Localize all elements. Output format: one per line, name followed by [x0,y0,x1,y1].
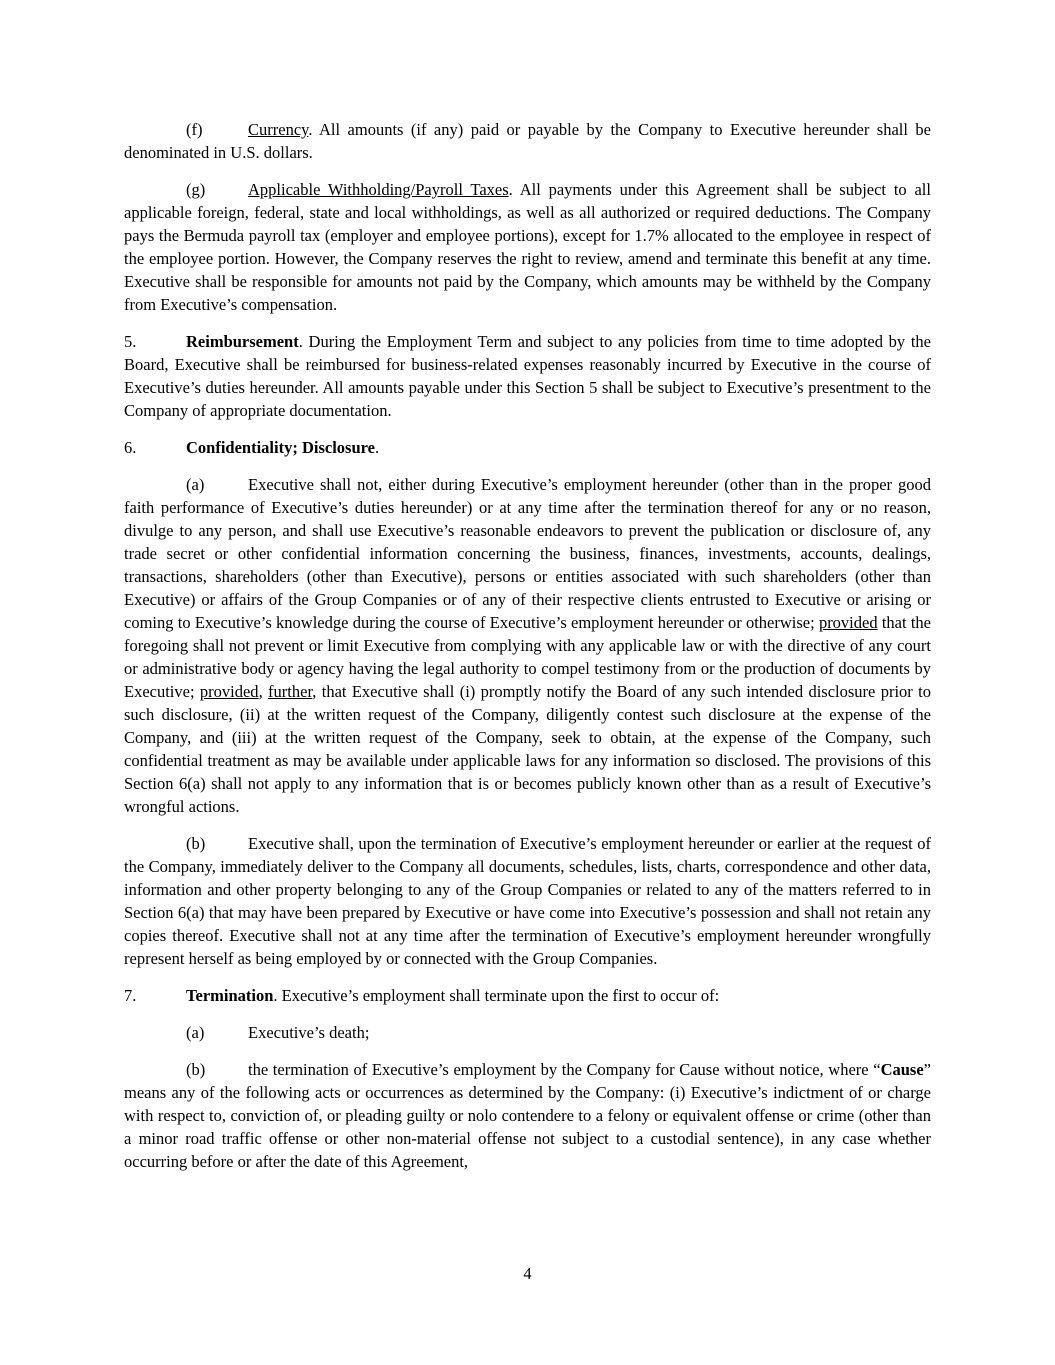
paragraph-6a-provided-1: provided [818,613,878,632]
paragraph-section-5 [124,330,931,422]
paragraph-g-body: . All payments under this Agreement shall be subject to all applicable foreign, federal, state and local withholdings, as well as all authorized or required deductions. The Company pays the Bermuda payroll tax (employer and employee portions), except for 1.7% allocated to the employee in respect of the employee portion. However, the Company reserves the right to review, amend and terminate this benefit at any time. Executive shall be responsible for amounts not paid by the Company, which amounts may be withheld by the Company from Executive’s compensation. [124,180,931,314]
section-5-heading: Reimbursement [186,332,299,351]
paragraph-f [124,118,931,164]
paragraph-section-7 [124,984,931,1007]
section-6-heading: Confidentiality; Disclosure [186,438,375,457]
paragraph-6a [124,473,931,818]
paragraph-f-body: . All amounts (if any) paid or payable by the Company to Executive hereunder shall be denominated in U.S. dollars. [124,120,931,162]
section-7-body: . Executive’s employment shall terminate upon the first to occur of: [273,986,720,1005]
paragraph-6a-text-3: , [258,682,269,701]
section-5-body: . During the Employment Term and subject to any policies from time to time adopted by the Board, Executive shall be reimbursed for business-related expenses reasonably incurred by Executive in the course of Executive’s duties hereunder. All amounts payable under this Section 5 shall be subject to Executive’s presentment to the Company of appropriate documentation. [124,332,931,420]
paragraph-6b-body: Executive shall, upon the termination of Executive’s employment hereunder or earlier at the request of the Company, immediately deliver to the Company all documents, schedules, lists, charts, correspondence and other data, information and other property belonging to any of the Group Companies or related to any of the matters referred to in Section 6(a) that may have been prepared by Executive or have come into Executive’s possession and shall not retain any copies thereof. Executive shall not at any time after the termination of Executive’s employment hereunder wrongfully represent herself as being employed by or connected with the Group Companies. [124,834,931,968]
paragraph-6b [124,832,931,970]
section-6-body: . [375,438,380,457]
paragraph-6b-label: (b) [186,834,206,853]
section-5-number: 5. [124,332,137,351]
paragraph-g [124,178,931,316]
section-7-heading: Termination [186,986,274,1005]
paragraph-7b-text-2: ” means any of the following acts or occurrences as determined by the Company: (i) Executive’s indictment of or charge with respect to, conviction of, or pleading guilty or nolo contendere to a felony or equivalent offense or crime (other than a minor road traffic offense or other non-material offense not subject to a custodial sentence), in any case whether occurring before or after the date of this Agreement, [124,1060,931,1171]
section-6-number: 6. [124,438,137,457]
page-number: 4 [523,1264,532,1283]
paragraph-7a [124,1021,931,1044]
section-7-number: 7. [124,986,137,1005]
paragraph-7b-cause: Cause [880,1060,924,1079]
paragraph-6a-text-2: that the foregoing shall not prevent or limit Executive from complying with any applicable law or with the directive of any court or administrative body or agency having the legal authority to compel testimony from or the production of documents by Executive; [124,613,931,701]
paragraph-g-heading: Applicable Withholding/Payroll Taxes [248,180,509,199]
paragraph-6a-label: (a) [186,475,205,494]
paragraph-6a-further: further [268,682,313,701]
paragraph-section-6 [124,436,931,459]
paragraph-7b [124,1058,931,1173]
paragraph-7b-label: (b) [186,1060,206,1079]
paragraph-6a-text-1: Executive shall not, either during Executive’s employment hereunder (other than in the proper good faith performance of Executive’s duties hereunder) or at any time after the termination thereof for any or no reason, divulge to any person, and shall use Executive’s reasonable endeavors to prevent the publication or disclosure of, any trade secret or other confidential information concerning the business, finances, investments, accounts, dealings, transactions, shareholders (other than Executive), persons or entities associated with such shareholders (other than Executive) or affairs of the Group Companies or of any of their respective clients entrusted to Executive or arising or coming to Executive’s knowledge during the course of Executive’s employment hereunder or otherwise; [124,475,931,632]
paragraph-7b-text-1: the termination of Executive’s employment by the Company for Cause without notice, where “ [248,1060,881,1079]
paragraph-6a-provided-2: provided [199,682,259,701]
paragraph-7a-body: Executive’s death; [248,1023,370,1042]
paragraph-g-label: (g) [186,180,206,199]
paragraph-f-label: (f) [186,120,203,139]
paragraph-6a-text-4: , that Executive shall (i) promptly notify the Board of any such intended disclosure prior to such disclosure, (ii) at the written request of the Company, diligently contest such disclosure at the expense of the Company, and (iii) at the written request of the Company, seek to obtain, at the expense of the Company, such confidential treatment as may be available under applicable laws for any information so disclosed. The provisions of this Section 6(a) shall not apply to any information that is or becomes publicly known other than as a result of Executive’s wrongful actions. [124,682,931,816]
paragraph-f-heading: Currency [248,120,309,139]
paragraph-7a-label: (a) [186,1023,205,1042]
